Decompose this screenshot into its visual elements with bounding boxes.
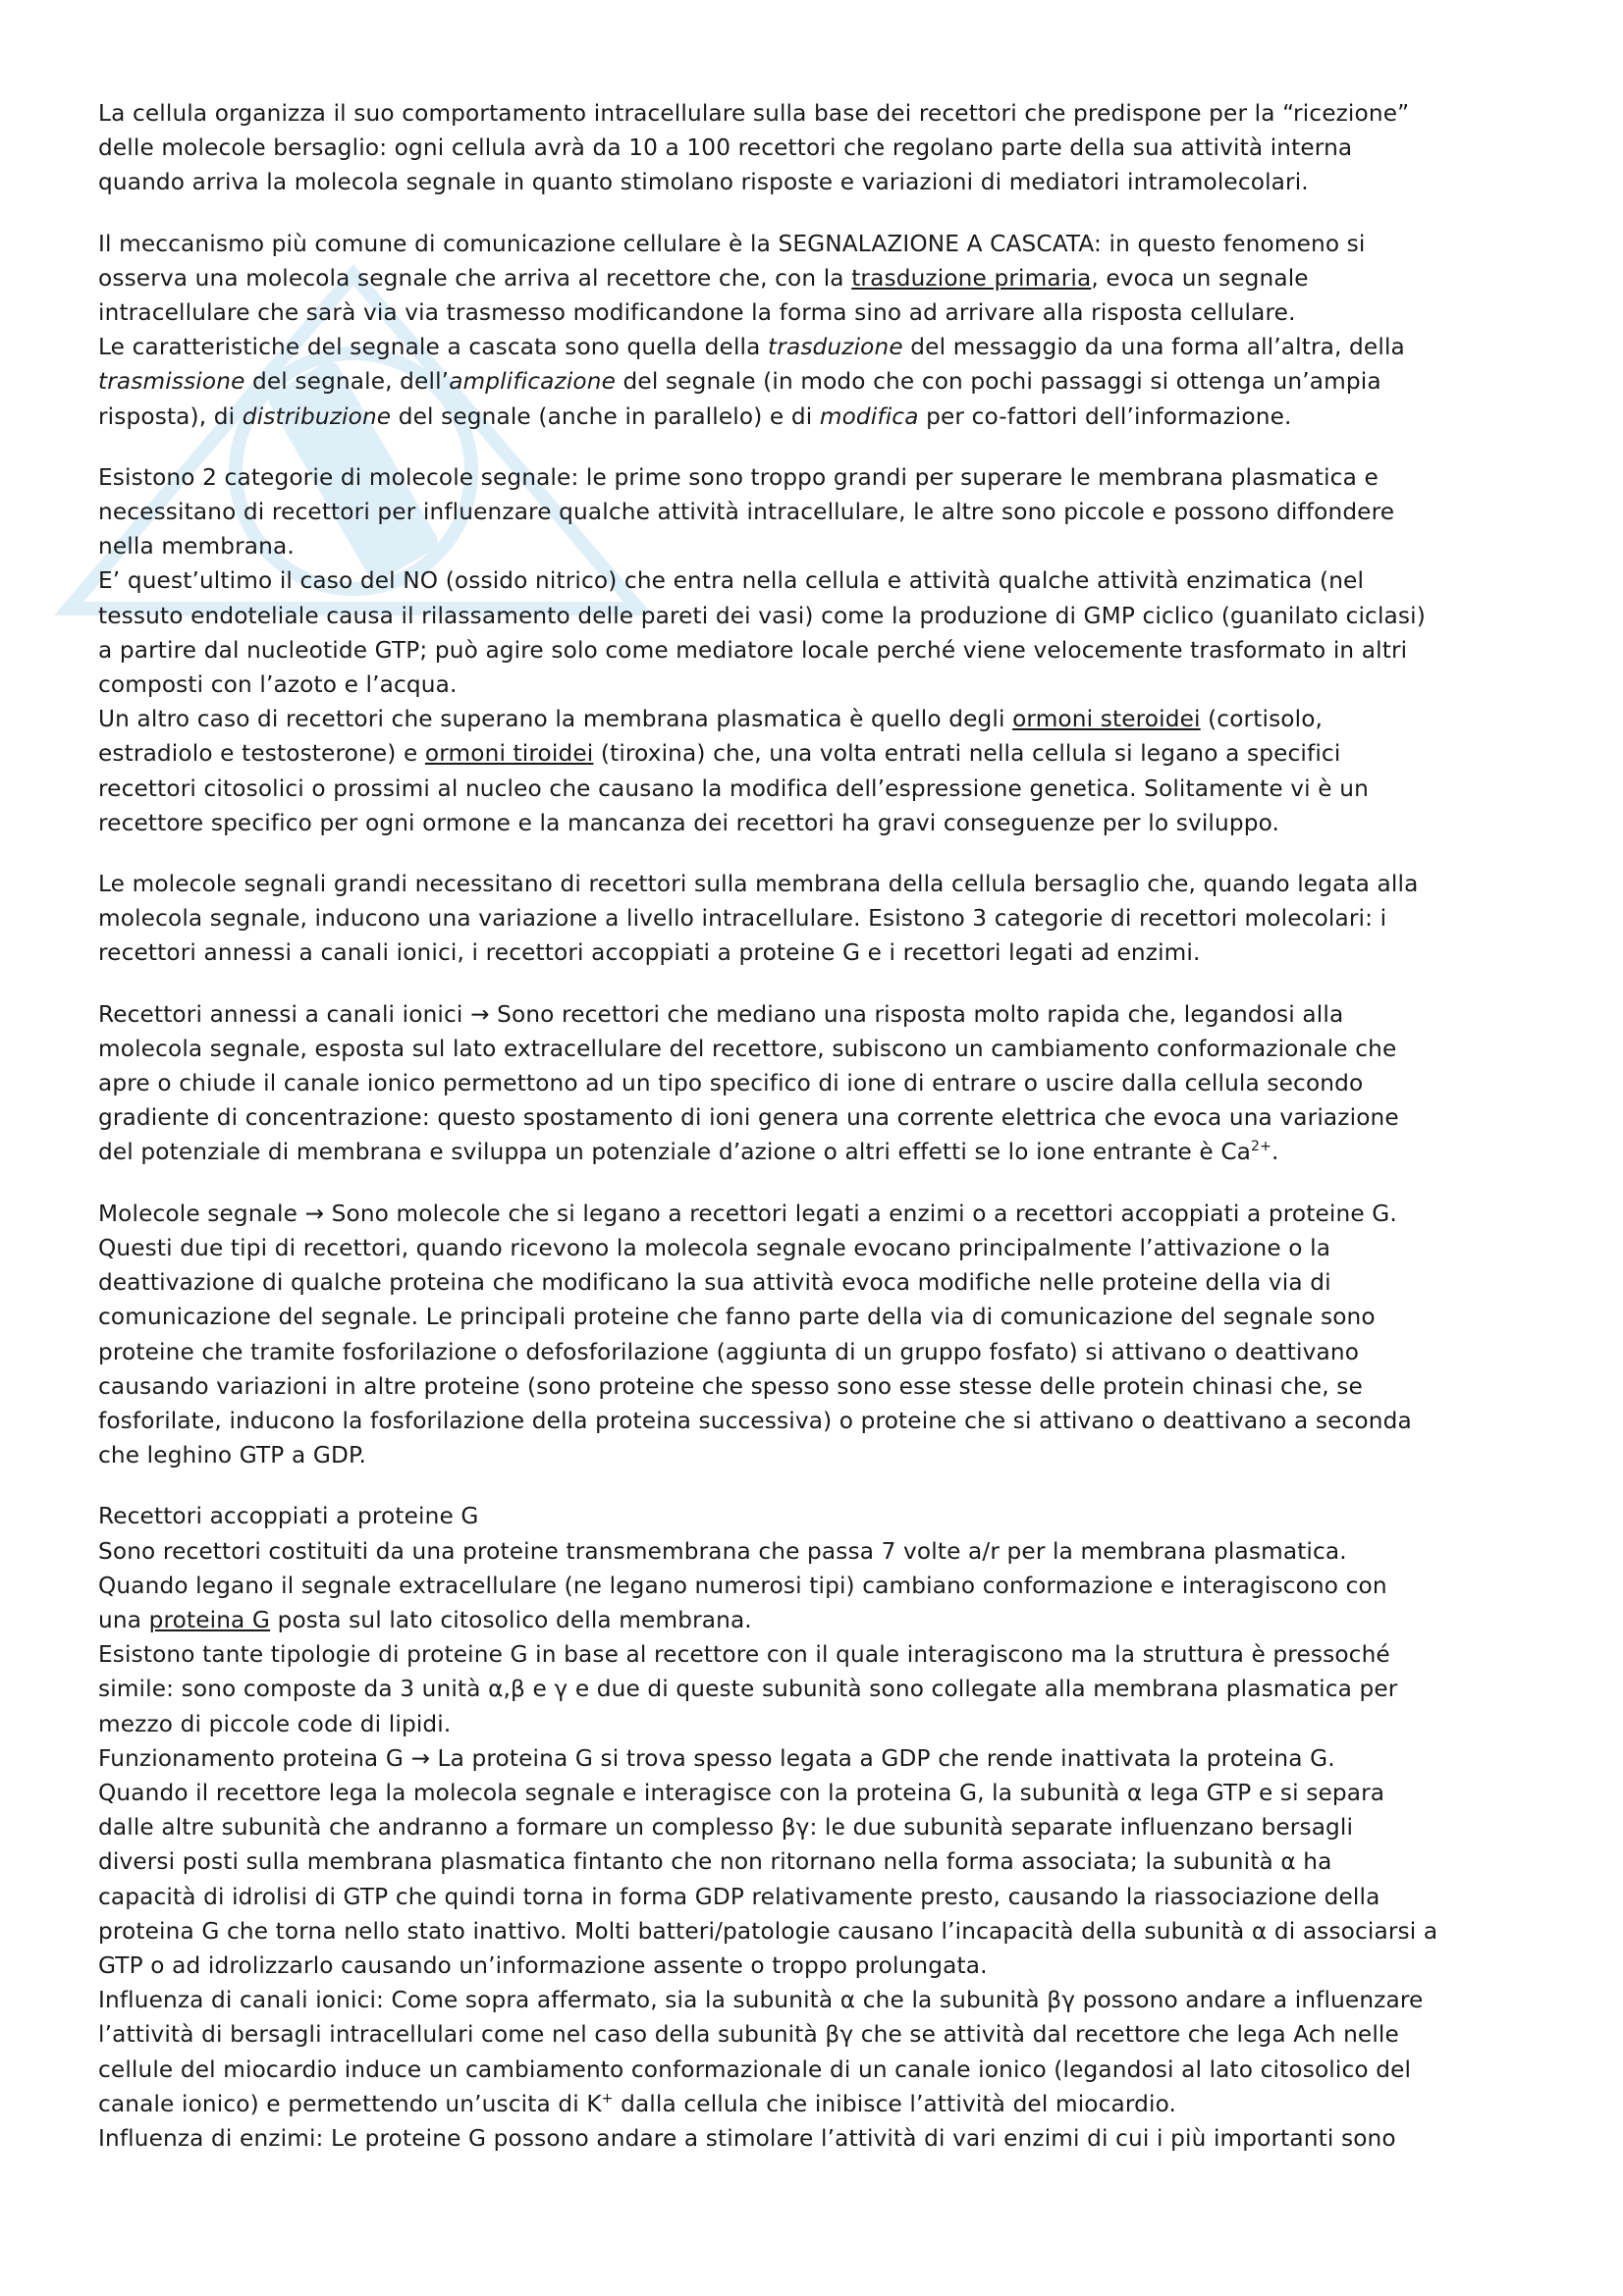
- text-run: distribuzione: [242, 402, 392, 430]
- text-line: [98, 1499, 1534, 1533]
- text-run: ormoni steroidei: [1012, 706, 1201, 733]
- text-line: [98, 935, 1534, 970]
- text-run: canale ionico) e permettendo un’uscita di K: [98, 2090, 602, 2117]
- text-run: molecola segnale, inducono una variazione a livello intracellulare. Esistono 3 categorie di recettori molecolari: i: [98, 905, 1387, 933]
- text-run: gradiente di concentrazione: questo spostamento di ioni genera una corrente elettrica che evoca una variazione: [98, 1104, 1399, 1132]
- text-run: trasduzione: [768, 334, 903, 361]
- text-run: ormoni tiroidei: [424, 740, 594, 768]
- superscript-text: +: [601, 2090, 614, 2107]
- text-run: trasmissione: [98, 368, 245, 396]
- text-run: recettori citosolici o prossimi al nucleo che causano la modifica dell’espressione genetica. Solitamente vi è un: [98, 774, 1369, 802]
- text-run: recettori annessi a canali ionici, i recettori accoppiati a proteine G e i recettori legati ad enzimi.: [98, 939, 1201, 967]
- text-line: [98, 1844, 1534, 1879]
- text-run: E’ quest’ultimo il caso del NO (ossido nitrico) che entra nella cellula e attività qualche attività enzimatica (nel: [98, 567, 1365, 595]
- text-line: [98, 1300, 1534, 1334]
- text-line: [98, 2087, 1534, 2121]
- text-line: [98, 1438, 1534, 1472]
- text-run: del potenziale di membrana e sviluppa un potenziale d’azione o altri effetti se lo ione entrante è Ca: [98, 1139, 1252, 1166]
- text-run: mezzo di piccole code di lipidi.: [98, 1710, 452, 1737]
- text-run: Le molecole segnali grandi necessitano di recettori sulla membrana della cellula bersaglio che, quando legata alla: [98, 871, 1419, 898]
- text-run: nella membrana.: [98, 533, 295, 561]
- text-run: Molecole segnale → Sono molecole che si legano a recettori legati a enzimi o a recettori accoppiati a proteine G.: [98, 1200, 1397, 1227]
- text-line: [98, 901, 1534, 935]
- text-run: quando arriva la molecola segnale in quanto stimolano risposte e variazioni di mediatori intramolecolari.: [98, 169, 1309, 196]
- text-line: [98, 1335, 1534, 1369]
- text-line: [98, 2017, 1534, 2052]
- text-run: .: [1271, 1139, 1279, 1166]
- text-line: [98, 1741, 1534, 1776]
- document-body: [98, 96, 1534, 2156]
- text-run: Esistono tante tipologie di proteine G in base al recettore con il quale interagiscono ma la struttura è pressoché: [98, 1641, 1390, 1669]
- text-line: [98, 563, 1534, 598]
- text-run: intracellulare che sarà via via trasmesso modificandone la forma sino ad arrivare alla risposta cellulare.: [98, 299, 1296, 327]
- text-line: [98, 806, 1534, 840]
- text-line: [98, 1534, 1534, 1569]
- text-run: delle molecole bersaglio: ogni cellula avrà da 10 a 100 recettori che regolano parte della sua attività interna: [98, 134, 1353, 162]
- text-run: del segnale (anche in parallelo) e di: [391, 402, 820, 430]
- text-run: del segnale (in modo che con pochi passaggi si ottenga un’ampia: [616, 368, 1381, 396]
- text-run: recettore specifico per ogni ormone e la mancanza dei recettori ha gravi conseguenze per lo sviluppo.: [98, 809, 1280, 836]
- text-run: Esistono 2 categorie di molecole segnale: le prime sono troppo grandi per superare le membrana plasmatica e: [98, 463, 1379, 491]
- text-line: [98, 1776, 1534, 1810]
- text-line: [98, 1569, 1534, 1603]
- text-run: trasduzione primaria: [851, 264, 1092, 292]
- text-run: dalle altre subunità che andranno a formare un complesso βγ: le due subunità separate influenzano bersagli: [98, 1814, 1354, 1842]
- text-line: [98, 364, 1534, 399]
- text-line: [98, 1672, 1534, 1706]
- text-run: Il meccanismo più comune di comunicazione cellulare è la SEGNALAZIONE A CASCATA: in questo fenomeno si: [98, 230, 1366, 257]
- text-run: La cellula organizza il suo comportamento intracellulare sulla base dei recettori che predispone per la “ricezione”: [98, 100, 1410, 127]
- text-run: GTP o ad idrolizzarlo causando un’informazione assente o troppo prolungata.: [98, 1951, 988, 1979]
- text-run: proteina G che torna nello stato inattivo. Molti batteri/patologie causano l’incapacità della subunità α di associarsi a: [98, 1917, 1438, 1945]
- text-line: [98, 330, 1534, 364]
- text-line: [98, 1197, 1534, 1231]
- text-line: [98, 1265, 1534, 1300]
- text-run: Quando legano il segnale extracellulare (ne legano numerosi tipi) cambiano conformazione e interagiscono con: [98, 1572, 1387, 1599]
- text-run: una: [98, 1606, 149, 1633]
- text-run: proteina G: [148, 1606, 271, 1633]
- text-line: [98, 2053, 1534, 2087]
- text-run: Un altro caso di recettori che superano la membrana plasmatica è quello degli: [98, 706, 1013, 733]
- text-line: [98, 261, 1534, 295]
- text-line: [98, 997, 1534, 1032]
- text-run: deattivazione di qualche proteina che modificano la sua attività evoca modifiche nelle proteine della via di: [98, 1269, 1331, 1297]
- text-line: [98, 1637, 1534, 1672]
- text-run: proteine che tramite fosforilazione o defosforilazione (aggiunta di un gruppo fosfato) si attivano o deattivano: [98, 1338, 1360, 1365]
- text-run: che leghino GTP a GDP.: [98, 1442, 366, 1469]
- text-line: [98, 1231, 1534, 1265]
- text-run: del messaggio da una forma all’altra, della: [902, 334, 1405, 361]
- text-run: Le caratteristiche del segnale a cascata sono quella della: [98, 334, 769, 361]
- text-run: modifica: [819, 402, 919, 430]
- paragraph-gap: [98, 1170, 1534, 1197]
- text-run: (cortisolo,: [1200, 706, 1324, 733]
- text-run: l’attività di bersagli intracellulari come nel caso della subunità βγ che se attività dal recettore che lega Ach nelle: [98, 2021, 1399, 2049]
- text-run: simile: sono composte da 3 unità α,β e γ e due di queste subunità sono collegate alla membrana plasmatica per: [98, 1676, 1398, 1703]
- text-line: [98, 295, 1534, 330]
- paragraph-gap: [98, 840, 1534, 867]
- text-line: [98, 495, 1534, 529]
- text-run: Recettori accoppiati a proteine G: [98, 1503, 479, 1530]
- text-line: [98, 1066, 1534, 1100]
- text-line: [98, 1810, 1534, 1844]
- text-run: Funzionamento proteina G → La proteina G si trova spesso legata a GDP che rende inattivata la proteina G.: [98, 1744, 1335, 1772]
- text-line: [98, 1707, 1534, 1741]
- text-run: Questi due tipi di recettori, quando ricevono la molecola segnale evocano principalmente l’attivazione o la: [98, 1234, 1331, 1261]
- text-run: (tiroxina) che, una volta entrati nella cellula si legano a specifici: [593, 740, 1341, 768]
- text-line: [98, 1949, 1534, 1983]
- text-run: apre o chiude il canale ionico permettono ad un tipo specifico di ione di entrare o uscire dalla cellula secondo: [98, 1070, 1364, 1097]
- text-line: [98, 702, 1534, 736]
- text-run: amplificazione: [449, 368, 617, 396]
- text-line: [98, 633, 1534, 667]
- text-line: [98, 96, 1534, 131]
- text-line: [98, 667, 1534, 702]
- text-line: [98, 2121, 1534, 2156]
- text-run: fosforilate, inducono la fosforilazione della proteina successiva) o proteine che si attivano o deattivano a seconda: [98, 1407, 1412, 1434]
- text-run: del segnale, dell’: [244, 368, 450, 396]
- text-run: cellule del miocardio induce un cambiamento conformazionale di un canale ionico (legandosi al lato citosolico del: [98, 2056, 1412, 2083]
- text-line: [98, 1914, 1534, 1949]
- text-line: [98, 1032, 1534, 1066]
- text-line: [98, 227, 1534, 261]
- text-run: Influenza di enzimi: Le proteine G possono andare a stimolare l’attività di vari enzimi di cui i più importanti sono: [98, 2124, 1396, 2152]
- text-line: [98, 736, 1534, 771]
- paragraph-gap: [98, 971, 1534, 997]
- text-run: molecola segnale, esposta sul lato extracellulare del recettore, subiscono un cambiamento conformazionale che: [98, 1035, 1397, 1062]
- text-run: capacità di idrolisi di GTP che quindi torna in forma GDP relativamente presto, causando la riassociazione della: [98, 1883, 1380, 1910]
- text-run: risposta), di: [98, 402, 243, 430]
- text-line: [98, 1603, 1534, 1637]
- paragraph-gap: [98, 434, 1534, 460]
- text-line: [98, 529, 1534, 563]
- text-run: per co-fattori dell’informazione.: [918, 402, 1292, 430]
- text-line: [98, 1880, 1534, 1914]
- text-run: Recettori annessi a canali ionici → Sono recettori che mediano una risposta molto rapida che, legandosi alla: [98, 1000, 1344, 1028]
- text-line: [98, 1100, 1534, 1135]
- text-run: Sono recettori costituiti da una proteine transmembrana che passa 7 volte a/r per la membrana plasmatica.: [98, 1537, 1347, 1565]
- text-run: tessuto endoteliale causa il rilassamento delle pareti dei vasi) come la produzione di GMP ciclico (guanilato ciclasi): [98, 602, 1426, 629]
- text-run: posta sul lato citosolico della membrana.: [270, 1606, 752, 1633]
- text-run: diversi posti sulla membrana plasmatica fintanto che non ritornano nella forma associata; la subunità α ha: [98, 1848, 1332, 1876]
- text-run: necessitano di recettori per influenzare qualche attività intracellulare, le altre sono piccole e possono diffondere: [98, 499, 1395, 526]
- text-line: [98, 1983, 1534, 2017]
- text-line: [98, 1135, 1534, 1169]
- superscript-text: 2+: [1251, 1139, 1271, 1155]
- text-run: osserva una molecola segnale che arriva al recettore che, con la: [98, 264, 852, 292]
- text-line: [98, 131, 1534, 165]
- text-line: [98, 1369, 1534, 1404]
- text-run: causando variazioni in altre proteine (sono proteine che spesso sono esse stesse delle protein chinasi che, se: [98, 1372, 1363, 1400]
- text-run: composti con l’azoto e l’acqua.: [98, 671, 458, 699]
- paragraph-gap: [98, 1472, 1534, 1499]
- text-line: [98, 460, 1534, 495]
- text-line: [98, 400, 1534, 434]
- text-line: [98, 772, 1534, 806]
- text-line: [98, 165, 1534, 199]
- text-run: Quando il recettore lega la molecola segnale e interagisce con la proteina G, la subunità α lega GTP e si separa: [98, 1779, 1385, 1806]
- text-run: dalla cellula che inibisce l’attività del miocardio.: [613, 2090, 1177, 2117]
- text-line: [98, 1404, 1534, 1438]
- text-run: comunicazione del segnale. Le principali proteine che fanno parte della via di comunicazione del segnale sono: [98, 1304, 1376, 1331]
- text-run: , evoca un segnale: [1091, 264, 1309, 292]
- text-line: [98, 867, 1534, 901]
- text-run: Influenza di canali ionici: Come sopra affermato, sia la subunità α che la subunità βγ possono andare a influenzare: [98, 1987, 1424, 2014]
- text-line: [98, 599, 1534, 633]
- paragraph-gap: [98, 200, 1534, 227]
- text-run: estradiolo e testosterone) e: [98, 740, 425, 768]
- text-run: a partire dal nucleotide GTP; può agire solo come mediatore locale perché viene velocemente trasformato in altri: [98, 636, 1408, 664]
